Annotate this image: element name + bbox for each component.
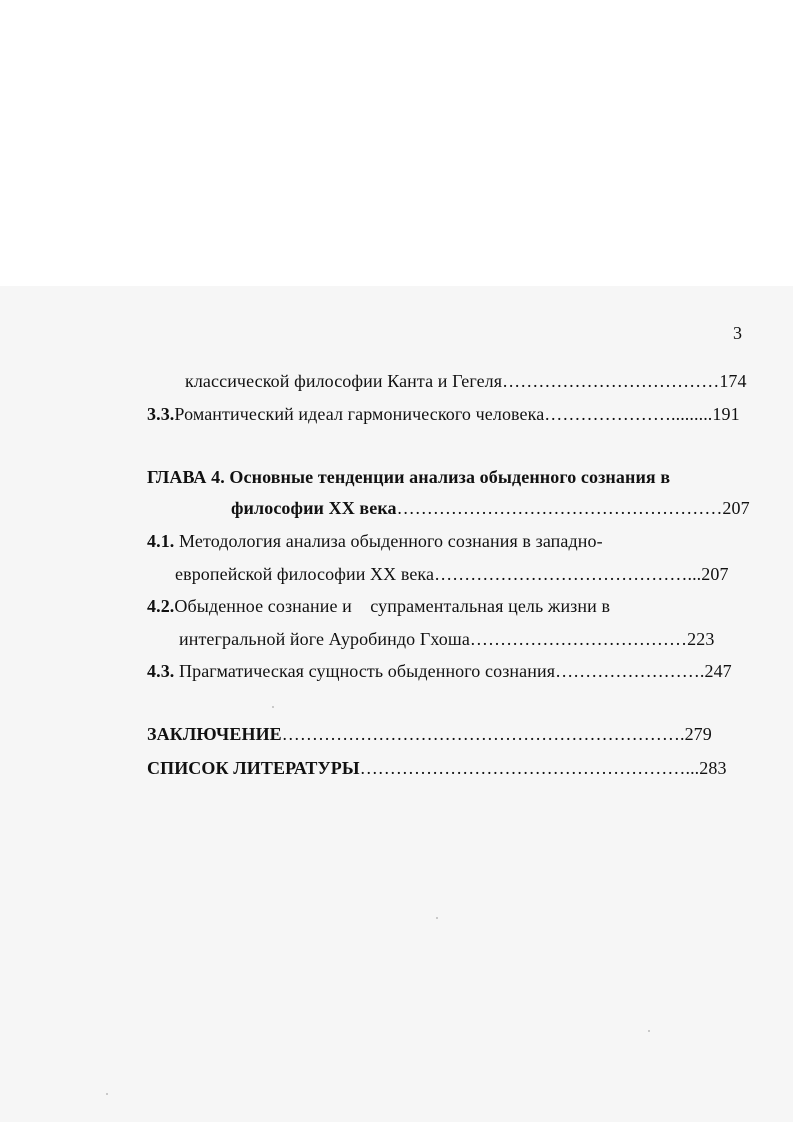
toc-chapter-4-title	[147, 466, 670, 488]
toc-entry-number: 4.3.	[147, 661, 175, 681]
scan-speck	[648, 1030, 650, 1032]
toc-entry-3-2-cont	[185, 370, 747, 392]
toc-chapter-4-title-cont	[231, 497, 750, 519]
toc-entry-4-3	[147, 660, 732, 682]
toc-section-title: ЗАКЛЮЧЕНИЕ	[147, 724, 282, 744]
toc-entry-4-1	[147, 530, 603, 552]
toc-entry-text: европейской философии XX века……………………………………...207	[175, 564, 729, 584]
toc-entry-text: классической философии Канта и Гегеля………………………………174	[185, 371, 747, 391]
toc-entry-text: интегральной йоге Ауробиндо Гхоша………………………………223	[179, 629, 715, 649]
toc-entry-text: Романтический идеал гармонического человека………………….........191	[174, 404, 740, 424]
toc-chapter-text: философии XX века	[231, 498, 397, 518]
toc-conclusion	[147, 723, 712, 745]
toc-leader-page: ………………………………………………...283	[359, 758, 727, 778]
toc-entry-text: Обыденное сознание и супраментальная цель жизни в	[174, 596, 611, 616]
toc-references	[147, 757, 727, 779]
toc-entry-3-3	[147, 403, 740, 425]
toc-entry-number: 3.3.	[147, 404, 175, 424]
scan-speck	[272, 706, 274, 708]
toc-entry-text: Прагматическая сущность обыденного сознания…………………….247	[174, 661, 732, 681]
toc-entry-number: 4.1.	[147, 531, 175, 551]
toc-leader-page: ………………………………………………207	[396, 498, 750, 518]
toc-entry-text: Методология анализа обыденного сознания в западно-	[174, 531, 603, 551]
page-number: 3	[733, 323, 742, 343]
toc-entry-4-2-cont	[179, 628, 714, 650]
toc-section-title: СПИСОК ЛИТЕРАТУРЫ	[147, 758, 360, 778]
toc-entry-4-2	[147, 595, 610, 617]
scan-speck	[106, 1093, 108, 1095]
toc-entry-number: 4.2.	[147, 596, 175, 616]
toc-leader-page: ………………………………………………………….279	[281, 724, 712, 744]
toc-entry-4-1-cont	[175, 563, 729, 585]
toc-chapter-text: ГЛАВА 4. Основные тенденции анализа обыденного сознания в	[147, 467, 671, 487]
scan-speck	[436, 917, 438, 919]
